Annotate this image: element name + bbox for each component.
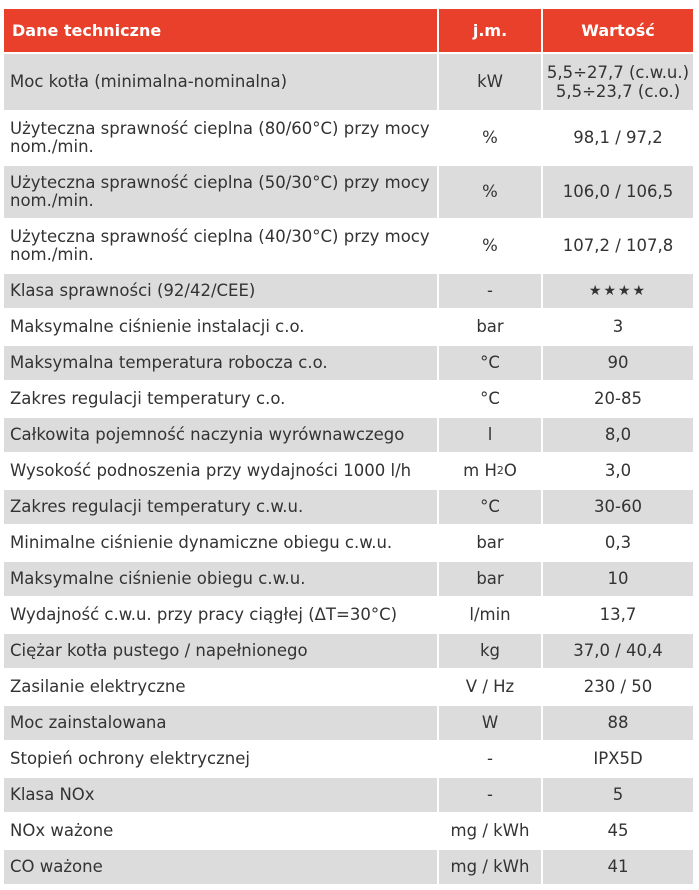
unit-cell: kg bbox=[439, 634, 541, 668]
unit-cell: % bbox=[439, 166, 541, 218]
value-cell: 90 bbox=[543, 346, 693, 380]
unit-cell: - bbox=[439, 274, 541, 308]
param-cell: Moc zainstalowana bbox=[4, 706, 437, 740]
unit-cell: °C bbox=[439, 382, 541, 416]
table-row bbox=[4, 220, 693, 272]
table-row bbox=[4, 670, 693, 704]
table-row bbox=[4, 634, 693, 668]
param-cell: Klasa sprawności (92/42/CEE) bbox=[4, 274, 437, 308]
table-row bbox=[4, 418, 693, 452]
value-cell: 5 bbox=[543, 778, 693, 812]
unit-cell: kW bbox=[439, 54, 541, 110]
unit-cell: % bbox=[439, 112, 541, 164]
value-line-1: 5,5÷27,7 (c.w.u.) bbox=[546, 63, 690, 82]
table-row bbox=[4, 706, 693, 740]
param-cell: Zakres regulacji temperatury c.w.u. bbox=[4, 490, 437, 524]
table-row bbox=[4, 310, 693, 344]
param-cell: Stopień ochrony elektrycznej bbox=[4, 742, 437, 776]
value-cell: IPX5D bbox=[543, 742, 693, 776]
table-row bbox=[4, 850, 693, 884]
value-cell: 98,1 / 97,2 bbox=[543, 112, 693, 164]
param-cell: Użyteczna sprawność cieplna (50/30°C) przy mocy nom./min. bbox=[4, 166, 437, 218]
table-row bbox=[4, 526, 693, 560]
table-row bbox=[4, 54, 693, 110]
unit-cell: °C bbox=[439, 490, 541, 524]
table-row bbox=[4, 454, 693, 488]
param-cell: Maksymalne ciśnienie instalacji c.o. bbox=[4, 310, 437, 344]
unit-cell: mg / kWh bbox=[439, 814, 541, 848]
param-cell: Całkowita pojemność naczynia wyrównawczego bbox=[4, 418, 437, 452]
rating-stars: ★★★★ bbox=[543, 274, 693, 308]
value-cell: 45 bbox=[543, 814, 693, 848]
table-row bbox=[4, 814, 693, 848]
unit-cell: bar bbox=[439, 562, 541, 596]
table-row bbox=[4, 490, 693, 524]
unit-cell: bar bbox=[439, 310, 541, 344]
unit-cell: m H 2 O bbox=[439, 454, 541, 488]
value-cell: 41 bbox=[543, 850, 693, 884]
table-row bbox=[4, 562, 693, 596]
value-cell: 30-60 bbox=[543, 490, 693, 524]
value-cell: 230 / 50 bbox=[543, 670, 693, 704]
value-cell: 13,7 bbox=[543, 598, 693, 632]
unit-cell: l bbox=[439, 418, 541, 452]
unit-pre: m H bbox=[463, 461, 497, 480]
param-cell: Zasilanie elektryczne bbox=[4, 670, 437, 704]
param-cell: Ciężar kotła pustego / napełnionego bbox=[4, 634, 437, 668]
technical-data-table bbox=[4, 9, 693, 886]
header-param: Dane techniczne bbox=[4, 9, 437, 52]
value-line-2: 5,5÷23,7 (c.o.) bbox=[555, 82, 681, 101]
param-cell: Maksymalna temperatura robocza c.o. bbox=[4, 346, 437, 380]
param-cell: Użyteczna sprawność cieplna (40/30°C) przy mocy nom./min. bbox=[4, 220, 437, 272]
unit-cell: - bbox=[439, 742, 541, 776]
unit-cell: l/min bbox=[439, 598, 541, 632]
value-cell: 88 bbox=[543, 706, 693, 740]
value-cell: 10 bbox=[543, 562, 693, 596]
value-cell: 8,0 bbox=[543, 418, 693, 452]
value-cell: 20-85 bbox=[543, 382, 693, 416]
value-cell bbox=[543, 54, 693, 110]
unit-cell: - bbox=[439, 778, 541, 812]
table-row bbox=[4, 274, 693, 308]
param-cell: Wydajność c.w.u. przy pracy ciągłej (ΔT=30°C) bbox=[4, 598, 437, 632]
table-row bbox=[4, 112, 693, 164]
value-cell: 0,3 bbox=[543, 526, 693, 560]
table-row bbox=[4, 346, 693, 380]
param-cell: Wysokość podnoszenia przy wydajności 1000 l/h bbox=[4, 454, 437, 488]
unit-cell: °C bbox=[439, 346, 541, 380]
param-cell: Zakres regulacji temperatury c.o. bbox=[4, 382, 437, 416]
param-cell: Minimalne ciśnienie dynamiczne obiegu c.w.u. bbox=[4, 526, 437, 560]
unit-cell: bar bbox=[439, 526, 541, 560]
table-row bbox=[4, 382, 693, 416]
unit-cell: % bbox=[439, 220, 541, 272]
param-cell: Moc kotła (minimalna-nominalna) bbox=[4, 54, 437, 110]
unit-post: O bbox=[503, 461, 517, 480]
value-cell: 37,0 / 40,4 bbox=[543, 634, 693, 668]
param-cell: NOx ważone bbox=[4, 814, 437, 848]
unit-cell: W bbox=[439, 706, 541, 740]
table-row bbox=[4, 598, 693, 632]
value-cell: 3,0 bbox=[543, 454, 693, 488]
param-cell: CO ważone bbox=[4, 850, 437, 884]
table-row bbox=[4, 166, 693, 218]
param-cell: Klasa NOx bbox=[4, 778, 437, 812]
value-cell: 3 bbox=[543, 310, 693, 344]
value-cell: 107,2 / 107,8 bbox=[543, 220, 693, 272]
table-row bbox=[4, 742, 693, 776]
header-unit: j.m. bbox=[439, 9, 541, 52]
unit-cell: mg / kWh bbox=[439, 850, 541, 884]
value-cell: 106,0 / 106,5 bbox=[543, 166, 693, 218]
unit-cell: V / Hz bbox=[439, 670, 541, 704]
header-value: Wartość bbox=[543, 9, 693, 52]
param-cell: Użyteczna sprawność cieplna (80/60°C) przy mocy nom./min. bbox=[4, 112, 437, 164]
table-row bbox=[4, 778, 693, 812]
param-cell: Maksymalne ciśnienie obiegu c.w.u. bbox=[4, 562, 437, 596]
table-header bbox=[4, 9, 693, 52]
